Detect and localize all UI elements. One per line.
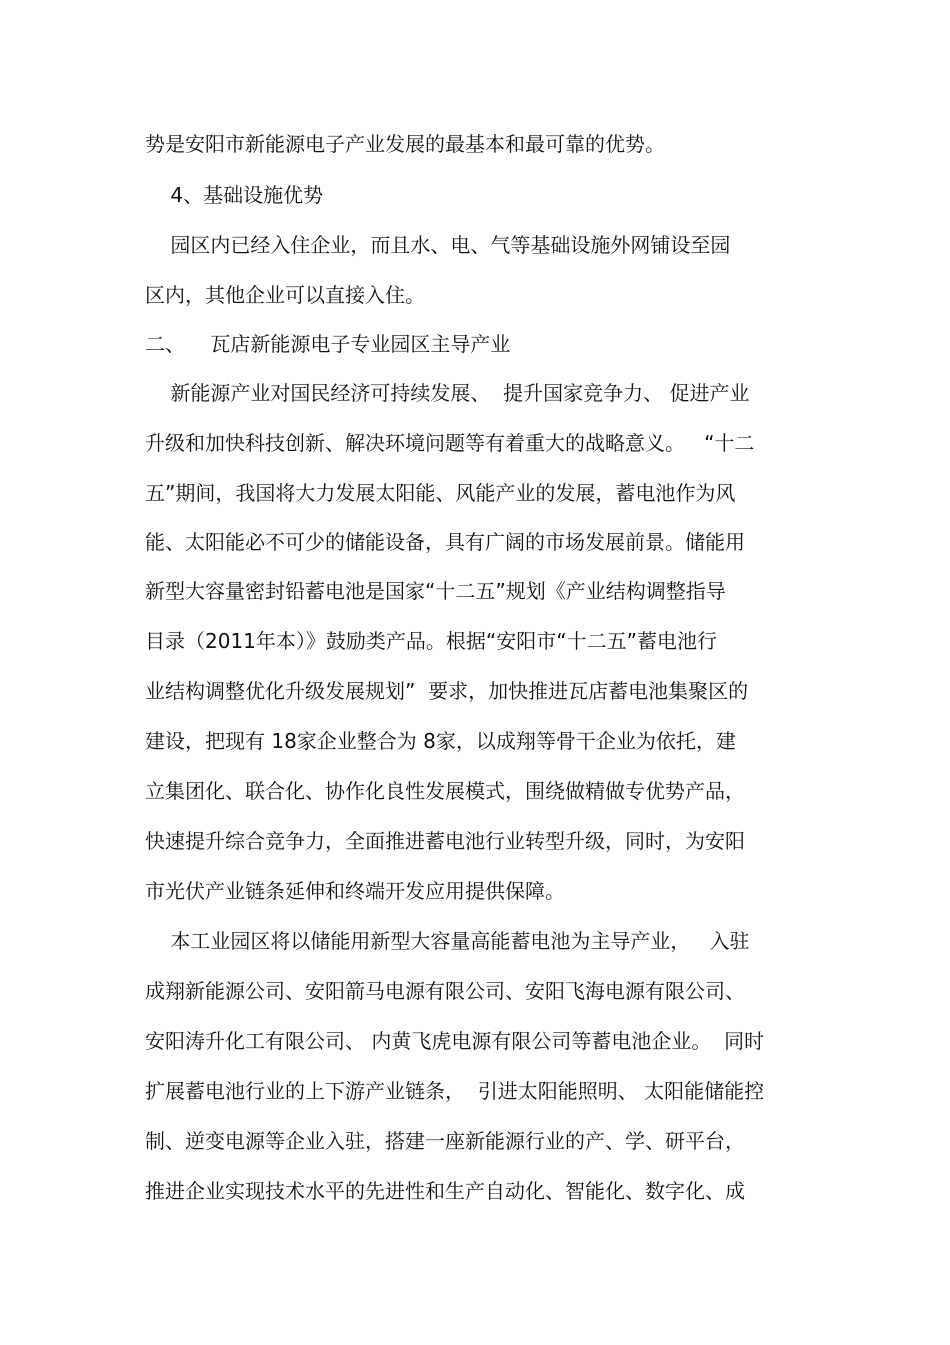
text-line: 园区内已经入住企业，而且水、电、气等基础设施外网铺设至园 — [145, 233, 731, 257]
text-line: 推进企业实现技术水平的先进性和生产自动化、智能化、数字化、成 — [145, 1179, 745, 1203]
text-line: 安阳涛升化工有限公司、 内黄飞虎电源有限公司等蓄电池企业。 同时 — [145, 1029, 765, 1053]
text-line: 势是安阳市新能源电子产业发展的最基本和最可靠的优势。 — [145, 132, 665, 156]
text-line: 立集团化、联合化、协作化良性发展模式，围绕做精做专优势产品， — [145, 779, 745, 803]
text-line: 扩展蓄电池行业的上下游产业链条， 引进太阳能照明、 太阳能储能控 — [145, 1079, 765, 1103]
text-line: 新能源产业对国民经济可持续发展、 提升国家竞争力、 促进产业 — [145, 381, 750, 405]
text-line: 升级和加快科技创新、解决环境问题等有着重大的战略意义。 “十二 — [145, 431, 755, 455]
section-heading: 二、 瓦店新能源电子专业园区主导产业 — [145, 332, 511, 356]
text-line: 快速提升综合竞争力，全面推进蓄电池行业转型升级，同时，为安阳 — [145, 829, 745, 853]
text-line: 成翔新能源公司、安阳箭马电源有限公司、安阳飞海电源有限公司、 — [145, 979, 745, 1003]
text-line: 本工业园区将以储能用新型大容量高能蓄电池为主导产业， 入驻 — [145, 929, 750, 953]
text-line: 五”期间，我国将大力发展太阳能、风能产业的发展，蓄电池作为风 — [145, 481, 736, 505]
text-line: 目录（2011年本）》鼓励类产品。根据“安阳市“十二五”蓄电池行 — [145, 629, 717, 653]
text-line: 制、逆变电源等企业入驻，搭建一座新能源行业的产、学、研平台， — [145, 1129, 745, 1153]
text-line: 能、太阳能必不可少的储能设备，具有广阔的市场发展前景。储能用 — [145, 530, 745, 554]
text-line: 市光伏产业链条延伸和终端开发应用提供保障。 — [145, 879, 565, 903]
text-line: 新型大容量密封铅蓄电池是国家“十二五”规划《产业结构调整指导 — [145, 579, 726, 603]
section-heading: 4、基础设施优势 — [145, 183, 324, 207]
text-line: 业结构调整优化升级发展规划” 要求，加快推进瓦店蓄电池集聚区的 — [145, 679, 749, 703]
text-line: 建设，把现有 18家企业整合为 8家，以成翔等骨干企业为依托，建 — [145, 729, 736, 753]
text-line: 区内，其他企业可以直接入住。 — [145, 283, 425, 307]
